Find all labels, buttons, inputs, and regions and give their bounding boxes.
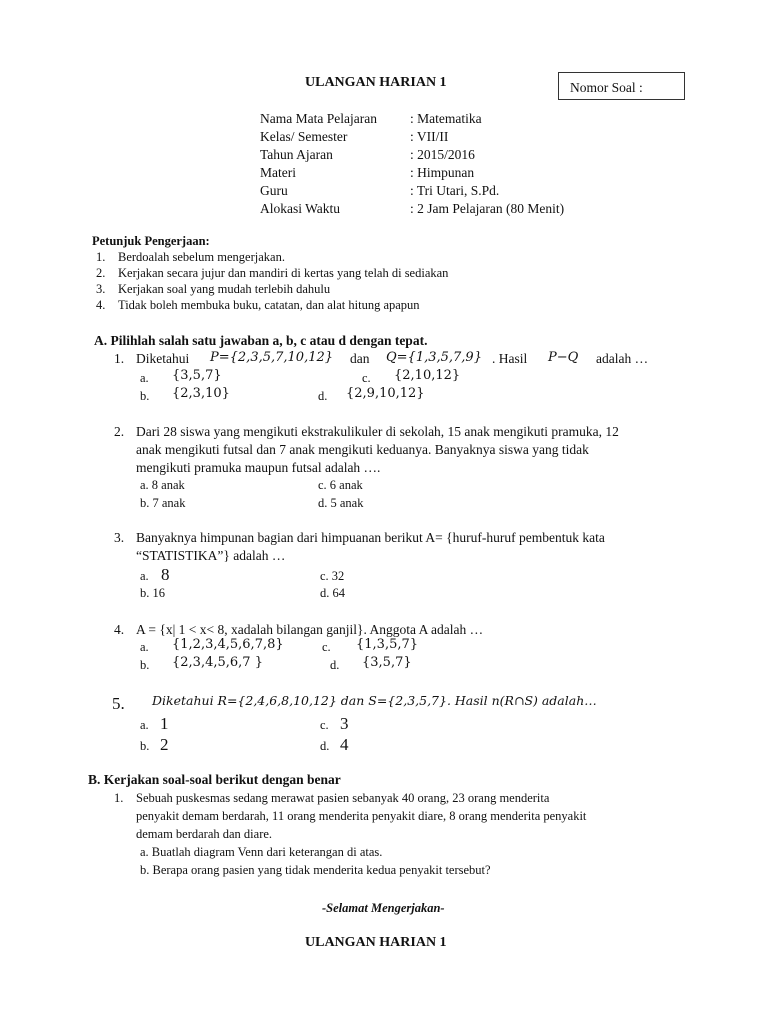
- option-value: {2,3,4,5,6,7 }: [172, 655, 263, 670]
- option-label: a.: [140, 640, 149, 654]
- question-text: demam berdarah dan diare.: [136, 827, 273, 841]
- section-b-heading: B. Kerjakan soal-soal berikut dengan benar: [88, 772, 341, 787]
- page-title-repeat: ULANGAN HARIAN 1: [305, 935, 447, 950]
- option-label: d.: [318, 389, 328, 403]
- question-text: Sebuah puskesmas sedang merawat pasien sebanyak 40 orang, 23 orang menderita: [136, 791, 550, 805]
- question-number: 1.: [114, 351, 125, 366]
- option-label: a.: [140, 569, 149, 583]
- option-value: {2,3,10}: [172, 386, 230, 401]
- instruction-num: 2.: [96, 266, 106, 280]
- question-number: 1.: [114, 791, 124, 805]
- question-text: Dari 28 siswa yang mengikuti ekstrakulikuler di sekolah, 15 anak mengikuti pramuka, 12: [136, 424, 619, 439]
- option-label: a.: [140, 371, 149, 385]
- option: d. 64: [320, 586, 345, 600]
- option-value: {3,5,7}: [362, 655, 412, 670]
- option: c. 32: [320, 569, 345, 583]
- sub-question: a. Buatlah diagram Venn dari keterangan di atas.: [140, 845, 383, 859]
- page-title: ULANGAN HARIAN 1: [305, 75, 447, 90]
- option-label: b.: [140, 739, 150, 753]
- option-label: c.: [322, 640, 331, 654]
- option-label: a.: [140, 718, 149, 732]
- option-label: c.: [320, 718, 329, 732]
- info-label: Tahun Ajaran: [260, 147, 333, 162]
- instruction-text: Berdoalah sebelum mengerjakan.: [118, 250, 285, 264]
- question-text: Diketahui: [136, 351, 190, 366]
- option-value: 2: [160, 735, 169, 754]
- info-value: : VII/II: [410, 129, 449, 144]
- option-value: 1: [160, 714, 169, 733]
- set-p: P={2,3,5,7,10,12}: [210, 350, 334, 365]
- closing-text: -Selamat Mengerjakan-: [322, 901, 445, 915]
- question-text: A = {x| 1 < x< 8, xadalah bilangan ganjil}. Anggota A adalah …: [136, 622, 484, 637]
- question-number: 4.: [114, 622, 125, 637]
- question-text: penyakit demam berdarah, 11 orang menderita penyakit diare, 8 orang menderita penyakit: [136, 809, 587, 823]
- info-label: Nama Mata Pelajaran: [260, 111, 377, 126]
- instruction-num: 3.: [96, 282, 106, 296]
- info-value: : Tri Utari, S.Pd.: [410, 183, 500, 198]
- option-value: {1,2,3,4,5,6,7,8}: [172, 637, 284, 652]
- option-label: b.: [140, 658, 150, 672]
- question-text: Diketahui R={2,4,6,8,10,12} dan S={2,3,5,7}. Hasil n(R∩S) adalah…: [152, 693, 597, 708]
- option-value: 8: [161, 565, 170, 584]
- info-label: Guru: [260, 183, 288, 198]
- question-text: . Hasil: [492, 351, 528, 366]
- question-number: 2.: [114, 424, 125, 439]
- info-value: : Himpunan: [410, 165, 475, 180]
- option-label: d.: [320, 739, 330, 753]
- info-label: Alokasi Waktu: [260, 201, 341, 216]
- section-a-heading: A. Pilihlah salah satu jawaban a, b, c atau d dengan tepat.: [94, 333, 428, 348]
- question-text: anak mengikuti futsal dan 7 anak mengikuti keduanya. Banyaknya siswa yang tidak: [136, 442, 589, 457]
- instruction-num: 4.: [96, 298, 106, 312]
- info-value: : 2 Jam Pelajaran (80 Menit): [410, 201, 565, 216]
- question-text: adalah …: [596, 351, 649, 366]
- question-text: dan: [350, 351, 370, 366]
- sub-question: b. Berapa orang pasien yang tidak menderita kedua penyakit tersebut?: [140, 863, 491, 877]
- question-number: 3.: [114, 530, 125, 545]
- instruction-num: 1.: [96, 250, 106, 264]
- option: c. 6 anak: [318, 478, 363, 492]
- question-text: “STATISTIKA”} adalah …: [136, 548, 286, 563]
- info-value: : 2015/2016: [410, 147, 475, 162]
- instruction-text: Kerjakan secara jujur dan mandiri di kertas yang telah di sediakan: [118, 266, 449, 280]
- option-label: b.: [140, 389, 150, 403]
- question-number: 5.: [112, 694, 125, 713]
- option: b. 7 anak: [140, 496, 186, 510]
- option: d. 5 anak: [318, 496, 364, 510]
- option-value: 3: [340, 714, 349, 733]
- question-text: mengikuti pramuka maupun futsal adalah ….: [136, 460, 381, 475]
- option-value: {2,9,10,12}: [346, 386, 425, 401]
- set-q: Q={1,3,5,7,9}: [386, 350, 482, 365]
- option-value: {1,3,5,7}: [356, 637, 419, 652]
- instruction-text: Tidak boleh membuka buku, catatan, dan alat hitung apapun: [118, 298, 420, 312]
- info-label: Materi: [260, 165, 296, 180]
- instructions-heading: Petunjuk Pengerjaan:: [92, 234, 210, 248]
- info-label: Kelas/ Semester: [260, 129, 348, 144]
- nomor-soal-label: Nomor Soal :: [570, 80, 643, 95]
- option: b. 16: [140, 586, 165, 600]
- expression: P−Q: [548, 350, 579, 365]
- option-value: {2,10,12}: [394, 368, 461, 383]
- info-value: : Matematika: [410, 111, 482, 126]
- instruction-text: Kerjakan soal yang mudah terlebih dahulu: [118, 282, 331, 296]
- question-text: Banyaknya himpunan bagian dari himpuanan berikut A= {huruf-huruf pembentuk kata: [136, 530, 605, 545]
- option-label: c.: [362, 371, 371, 385]
- option-value: 4: [340, 735, 349, 754]
- nomor-soal-box: [558, 72, 685, 100]
- option: a. 8 anak: [140, 478, 185, 492]
- option-value: {3,5,7}: [172, 368, 222, 383]
- option-label: d.: [330, 658, 340, 672]
